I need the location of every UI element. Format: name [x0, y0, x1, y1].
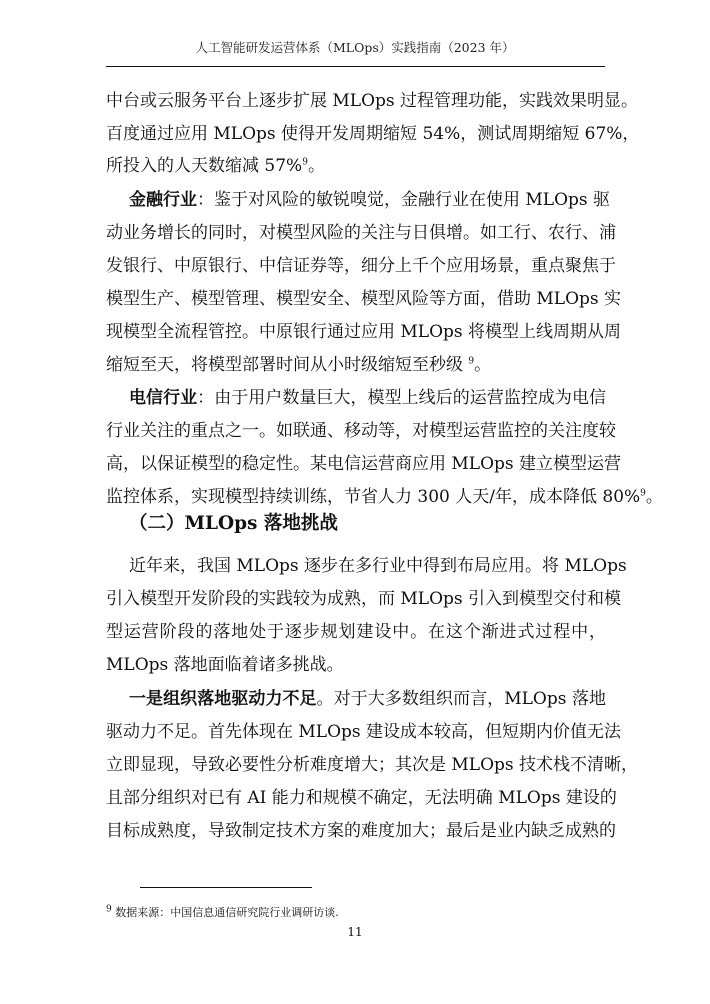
para2-line-2: 引入模型开发阶段的实践较为成熟，而 MLOps 引入到模型交付和模 [106, 589, 622, 609]
para3-line-1 [129, 688, 606, 710]
telecom-label: 电信行业 [129, 388, 198, 408]
finance-line-1 [129, 189, 611, 211]
finance-line-5: 现模型全流程管控。中原银行通过应用 MLOps 将模型上线周期从周 [106, 322, 622, 342]
telecom-line-3: 高，以保证模型的稳定性。某电信运营商应用 MLOps 建立模型运营 [106, 454, 622, 474]
para3-label: 一是组织落地驱动力不足 [129, 689, 317, 709]
footnote [106, 904, 339, 920]
para3-line-1-text: 。对于大多数组织而言，MLOps 落地 [316, 689, 606, 709]
footnote-marker: 9 [106, 904, 112, 915]
para1-line-1: 中台或云服务平台上逐步扩展 MLOps 过程管理功能，实践效果明显。 [106, 91, 639, 111]
finance-line-6 [106, 354, 606, 376]
finance-line-1-text: ：鉴于对风险的敏锐嗅觉，金融行业在使用 MLOps 驱 [197, 190, 611, 210]
telecom-line-4 [106, 486, 663, 508]
para3-line-2: 驱动力不足。首先体现在 MLOps 建设成本较高，但短期内价值无法 [106, 722, 622, 742]
para3-line-3: 立即显现，导致必要性分析难度增大；其次是 MLOps 技术栈不清晰， [106, 755, 639, 775]
page-number: 11 [347, 925, 363, 939]
footnote-ref: 9 [640, 488, 646, 499]
telecom-line-4-text: 监控体系，实现模型持续训练，节省人力 300 人天/年，成本降低 80% [106, 487, 641, 507]
section-heading: （二）MLOps 落地挑战 [129, 513, 338, 534]
finance-line-2: 动业务增长的同时，对模型风险的关注与日俱增。如工行、农行、浦 [106, 223, 616, 243]
footnote-ref: 9 [302, 157, 308, 168]
footnote-text: 数据来源：中国信息通信研究院行业调研访谈. [115, 906, 339, 919]
para3-line-4: 且部分组织对已有 AI 能力和规模不确定，无法明确 MLOps 建设的 [106, 788, 617, 808]
para2-line-4: MLOps 落地面临着诸多挑战。 [106, 655, 344, 675]
telecom-line-1 [129, 387, 606, 409]
para2-line-3: 型运营阶段的落地处于逐步规划建设中。在这个渐进式过程中， [106, 622, 606, 642]
finance-line-6-text: 缩短至天，将模型部署时间从小时级缩短至秒级 [106, 355, 469, 375]
finance-line-3: 发银行、中原银行、中信证券等，细分上千个应用场景，重点聚焦于 [106, 256, 616, 276]
finance-label: 金融行业 [129, 190, 197, 210]
para1-line-2: 百度通过应用 MLOps 使得开发周期缩短 54%，测试周期缩短 67%， [106, 124, 640, 144]
para1-line-3-text: 所投入的人天数缩减 57% [106, 156, 303, 176]
running-header: 人工智能研发运营体系（MLOps）实践指南（2023 年） [195, 40, 515, 55]
para2-line-1: 近年来，我国 MLOps 逐步在多行业中得到布局应用。将 MLOps [129, 556, 627, 576]
para1-line-3 [106, 155, 606, 177]
footnote-divider [140, 887, 312, 888]
para3-line-5: 目标成熟度，导致制定技术方案的难度加大；最后是业内缺乏成熟的 [106, 821, 616, 841]
telecom-line-2: 行业关注的重点之一。如联通、移动等，对模型运营监控的关注度较 [106, 421, 616, 441]
finance-line-6-end: 。 [474, 355, 492, 375]
finance-line-4: 模型生产、模型管理、模型安全、模型风险等方面，借助 MLOps 实 [106, 289, 622, 309]
header-divider [106, 66, 605, 67]
telecom-line-4-end: 。 [645, 487, 663, 507]
para1-line-3-end: 。 [307, 156, 325, 176]
telecom-line-1-text: ：由于用户数量巨大，模型上线后的运营监控成为电信 [197, 388, 607, 408]
footnote-ref: 9 [468, 356, 475, 367]
